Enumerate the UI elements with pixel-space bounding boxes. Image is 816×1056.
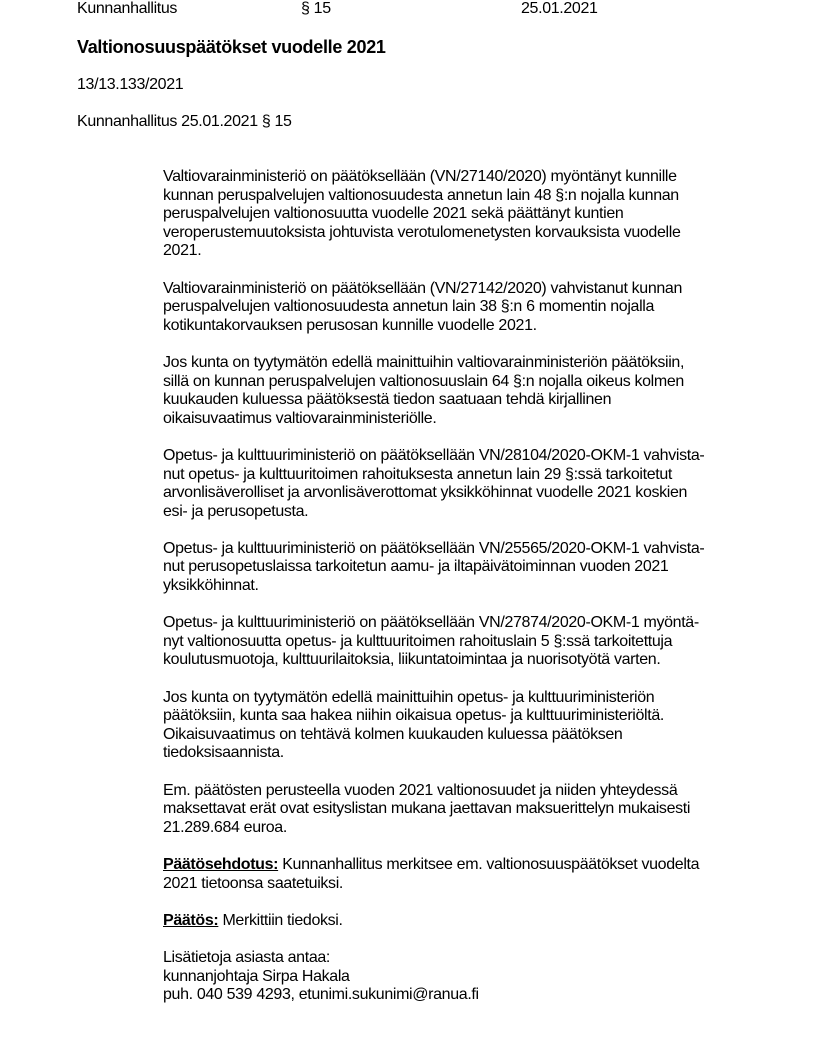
page-title: Valtionosuuspäätökset vuodelle 2021	[77, 37, 386, 57]
contact-info	[163, 949, 763, 1005]
paragraph-line: kunnan peruspalvelujen valtionosuudesta annetun lain 48 §:n nojalla kunnan	[163, 186, 679, 204]
decision-proposal	[163, 856, 763, 893]
paragraph-line: sillä on kunnan peruspalvelujen valtionosuuslain 64 §:n nojalla oikeus kolmen	[163, 372, 684, 390]
paragraph-line: nyt valtionosuutta opetus- ja kulttuuritoimen rahoituslain 5 §:ssä tarkoitettuja	[163, 632, 673, 650]
paragraph-line: Valtiovarainministeriö on päätöksellään (VN/27140/2020) myöntänyt kunnille	[163, 168, 677, 185]
paragraph-line: päätöksiin, kunta saa hakea niihin oikaisua opetus- ja kulttuuriministeriöltä.	[163, 707, 664, 725]
paragraph-line: peruspalvelujen valtionosuutta vuodelle 2021 sekä päättänyt kuntien	[163, 205, 624, 223]
paragraph-line: Opetus- ja kulttuuriministeriö on päätöksellään VN/28104/2020-OKM-1 vahvista-	[163, 446, 705, 464]
paragraph-line: yksikköhinnat.	[163, 577, 259, 595]
proposal-text: Kunnanhallitus merkitsee em. valtionosuuspäätökset vuodelta	[278, 855, 700, 873]
paragraph-line: 21.289.684 euroa.	[163, 818, 287, 836]
paragraph-line: peruspalvelujen valtionosuudesta annetun lain 38 §:n 6 momentin nojalla	[163, 298, 655, 316]
body-paragraph	[163, 689, 763, 763]
proposal-text-2: 2021 tietoonsa saatetuiksi.	[163, 874, 344, 892]
paragraph-line: maksettavat erät ovat esityslistan mukana jaettavan maksuerittelyn mukaisesti	[163, 800, 691, 818]
paragraph-line: arvonlisäverolliset ja arvonlisäverottomat yksikköhinnat vuodelle 2021 koskien	[163, 484, 688, 502]
header-date: 25.01.2021	[521, 0, 598, 17]
paragraph-line: tiedoksisaannista.	[163, 744, 284, 762]
body-paragraph	[163, 447, 763, 521]
decision-label: Päätös:	[163, 911, 219, 929]
body-paragraph	[163, 614, 763, 670]
paragraph-line: kuukauden kuluessa päätöksestä tiedon saatuaan tehdä kirjallinen	[163, 391, 612, 409]
document-body	[163, 168, 763, 1023]
paragraph-line: Opetus- ja kulttuuriministeriö on päätöksellään VN/27874/2020-OKM-1 myöntä-	[163, 614, 699, 632]
paragraph-line: 2021.	[163, 242, 202, 260]
paragraph-line: Em. päätösten perusteella vuoden 2021 valtionosuudet ja niiden yhteydessä	[163, 781, 678, 799]
paragraph-line: koulutusmuotoja, kulttuurilaitoksia, liikuntatoimintaa ja nuorisotyötä varten.	[163, 651, 661, 669]
contact-heading: Lisätietoja asiasta antaa:	[163, 948, 331, 966]
paragraph-line: esi- ja perusopetusta.	[163, 502, 309, 520]
paragraph-line: oikaisuvaatimus valtiovarainministeriölle.	[163, 409, 437, 427]
contact-details: puh. 040 539 4293, etunimi.sukunimi@ranua.fi	[163, 986, 479, 1004]
body-paragraph	[163, 540, 763, 596]
paragraph-line: Jos kunta on tyytymätön edellä mainittuihin opetus- ja kulttuuriministeriön	[163, 688, 655, 706]
paragraph-line: Opetus- ja kulttuuriministeriö on päätöksellään VN/25565/2020-OKM-1 vahvista-	[163, 539, 705, 557]
header-body: Kunnanhallitus	[77, 0, 178, 17]
meeting-reference: Kunnanhallitus 25.01.2021 § 15	[77, 113, 292, 130]
paragraph-line: kotikuntakorvauksen perusosan kunnille vuodelle 2021.	[163, 316, 537, 334]
record-number: 13/13.133/2021	[77, 76, 184, 93]
header-section: § 15	[301, 0, 331, 17]
body-paragraph	[163, 354, 763, 428]
paragraph-line: veroperustemuutoksista johtuvista verotulomenetysten korvauksista vuodelle	[163, 223, 681, 241]
paragraph-line: nut opetus- ja kulttuuritoimen rahoituksesta annetun lain 29 §:ssä tarkoitetut	[163, 465, 673, 483]
body-paragraph	[163, 280, 763, 336]
body-paragraph	[163, 168, 763, 261]
body-paragraph	[163, 782, 763, 838]
proposal-label: Päätösehdotus:	[163, 855, 279, 873]
paragraph-line: Jos kunta on tyytymätön edellä mainittuihin valtiovarainministeriön päätöksiin,	[163, 353, 685, 371]
decision-text: Merkittiin tiedoksi.	[218, 911, 343, 929]
contact-person: kunnanjohtaja Sirpa Hakala	[163, 967, 350, 985]
decision	[163, 912, 763, 931]
paragraph-line: Valtiovarainministeriö on päätöksellään (VN/27142/2020) vahvistanut kunnan	[163, 279, 683, 297]
paragraph-line: nut perusopetuslaissa tarkoitetun aamu- ja iltapäivätoiminnan vuoden 2021	[163, 558, 669, 576]
paragraph-line: Oikaisuvaatimus on tehtävä kolmen kuukauden kuluessa päätöksen	[163, 725, 623, 743]
